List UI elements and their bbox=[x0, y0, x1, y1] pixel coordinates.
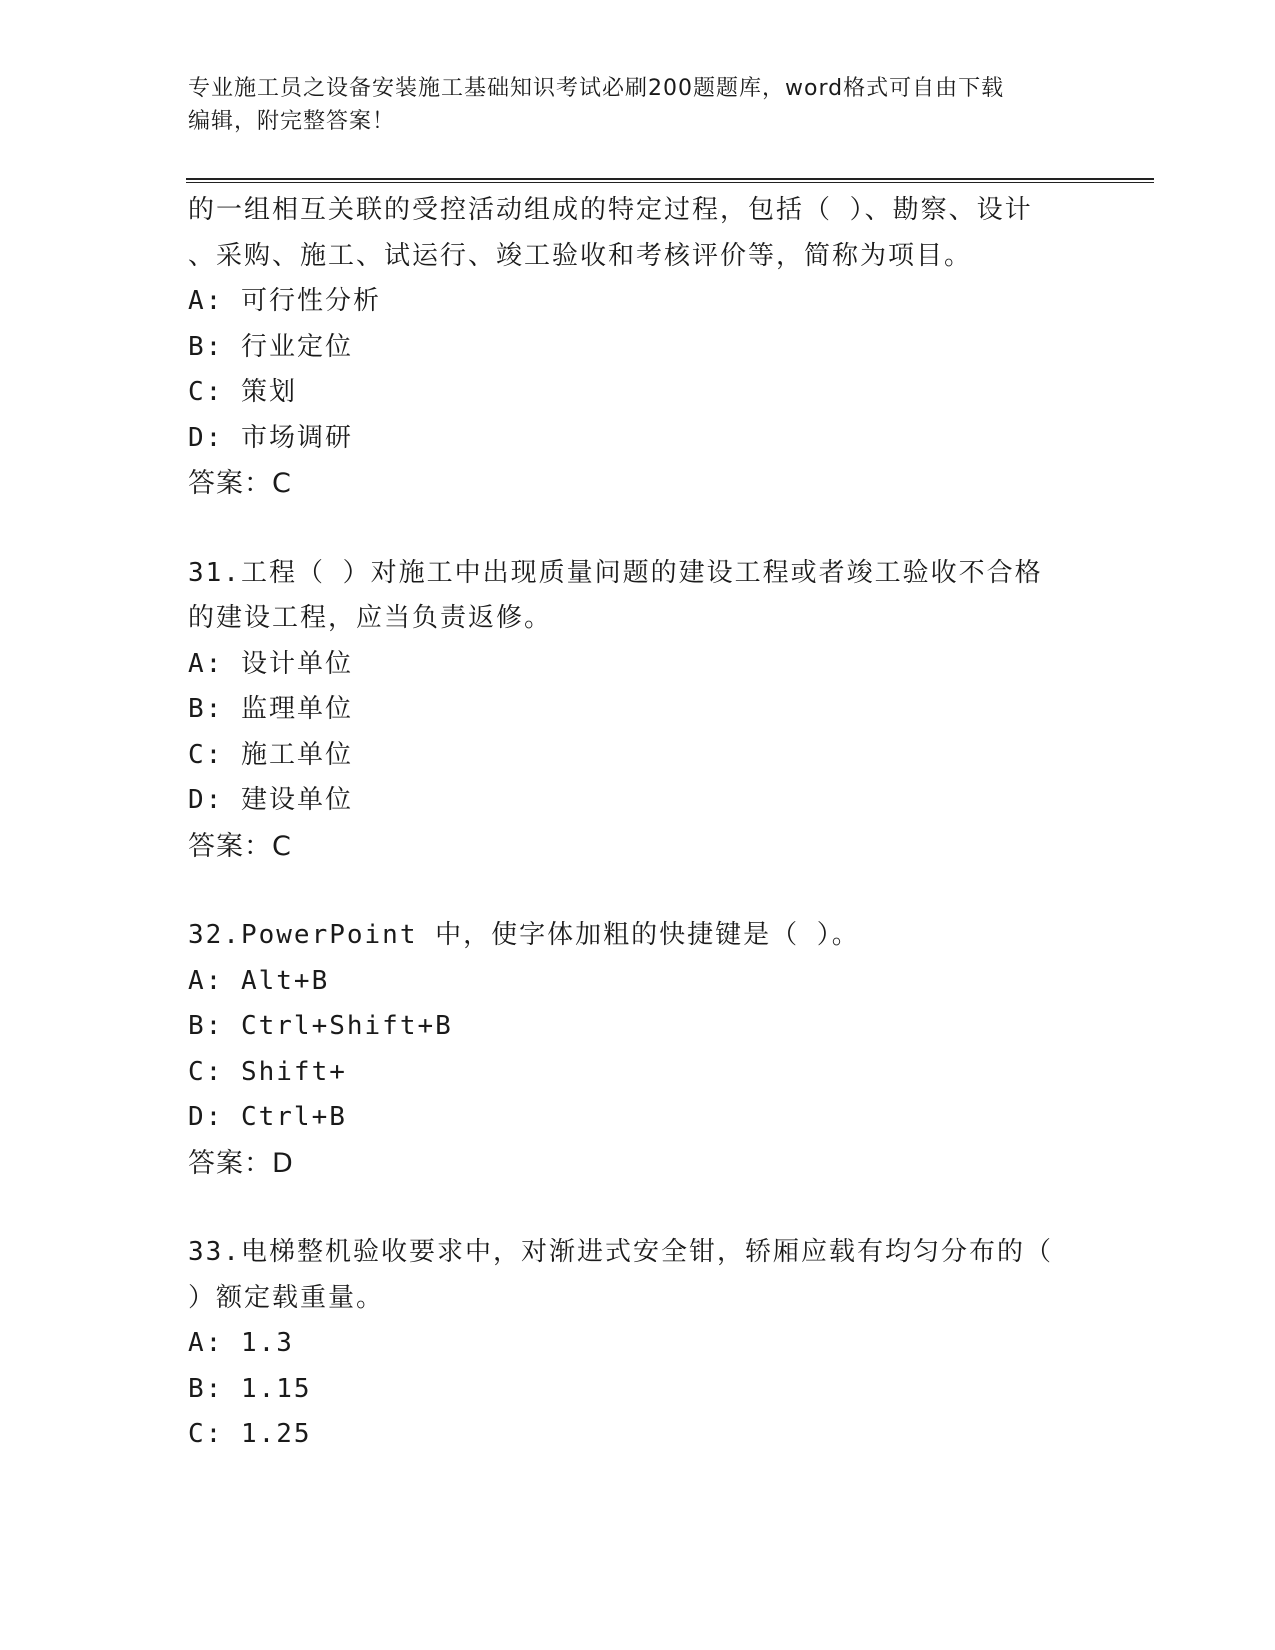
header-title-line-2: 编辑，附完整答案！ bbox=[188, 109, 396, 134]
question-33-block bbox=[188, 1230, 1088, 1458]
document-header bbox=[188, 72, 1088, 138]
question-32-option-c: C: Shift+ bbox=[188, 1056, 347, 1087]
question-31-stem-line-1: 31.工程（ ）对施工中出现质量问题的建设工程或者竣工验收不合格 bbox=[188, 557, 1043, 588]
question-30-option-b: B: 行业定位 bbox=[188, 331, 353, 362]
question-list bbox=[188, 188, 1088, 1458]
question-32-block bbox=[188, 913, 1088, 1186]
question-33-option-b: B: 1.15 bbox=[188, 1373, 312, 1404]
header-divider-thick bbox=[186, 178, 1154, 180]
question-32-stem-line-1: 32.PowerPoint 中，使字体加粗的快捷键是（ ）。 bbox=[188, 920, 860, 950]
question-30-answer: 答案：C bbox=[188, 468, 292, 499]
question-32-option-a: A: Alt+B bbox=[188, 965, 330, 996]
question-31-stem-line-2: 的建设工程，应当负责返修。 bbox=[188, 603, 553, 633]
question-31-block bbox=[188, 551, 1088, 870]
question-30-option-c: C: 策划 bbox=[188, 377, 297, 407]
question-spacer bbox=[188, 1186, 1088, 1230]
question-31-answer: 答案：C bbox=[188, 830, 292, 862]
header-title-line-1: 专业施工员之设备安装施工基础知识考试必刷200题题库，word格式可自由下载 bbox=[188, 76, 1005, 101]
question-31-option-c: C: 施工单位 bbox=[188, 739, 353, 770]
question-30-block bbox=[188, 188, 1088, 507]
header-divider-thin bbox=[186, 182, 1154, 183]
question-30-stem-line-2: 、采购、施工、试运行、竣工验收和考核评价等，简称为项目。 bbox=[188, 240, 973, 271]
question-31-option-b: B: 监理单位 bbox=[188, 694, 353, 724]
question-33-stem-line-1: 33.电梯整机验收要求中，对渐进式安全钳，轿厢应载有均匀分布的（ bbox=[188, 1237, 1053, 1267]
question-33-option-a: A: 1.3 bbox=[188, 1328, 294, 1358]
question-spacer bbox=[188, 507, 1088, 551]
question-30-option-d: D: 市场调研 bbox=[188, 422, 353, 453]
question-spacer bbox=[188, 869, 1088, 913]
question-30-stem-line-1: 的一组相互关联的受控活动组成的特定过程，包括（ ）、勘察、设计 bbox=[188, 195, 1033, 225]
question-33-option-c: C: 1.25 bbox=[188, 1419, 312, 1449]
question-31-option-a: A: 设计单位 bbox=[188, 648, 353, 679]
question-30-option-a: A: 可行性分析 bbox=[188, 286, 381, 316]
question-32-answer: 答案：D bbox=[188, 1147, 294, 1179]
question-33-stem-line-2: ）额定载重量。 bbox=[188, 1282, 385, 1313]
question-32-option-d: D: Ctrl+B bbox=[188, 1102, 347, 1132]
question-32-option-b: B: Ctrl+Shift+B bbox=[188, 1011, 453, 1041]
question-31-option-d: D: 建设单位 bbox=[188, 785, 353, 815]
